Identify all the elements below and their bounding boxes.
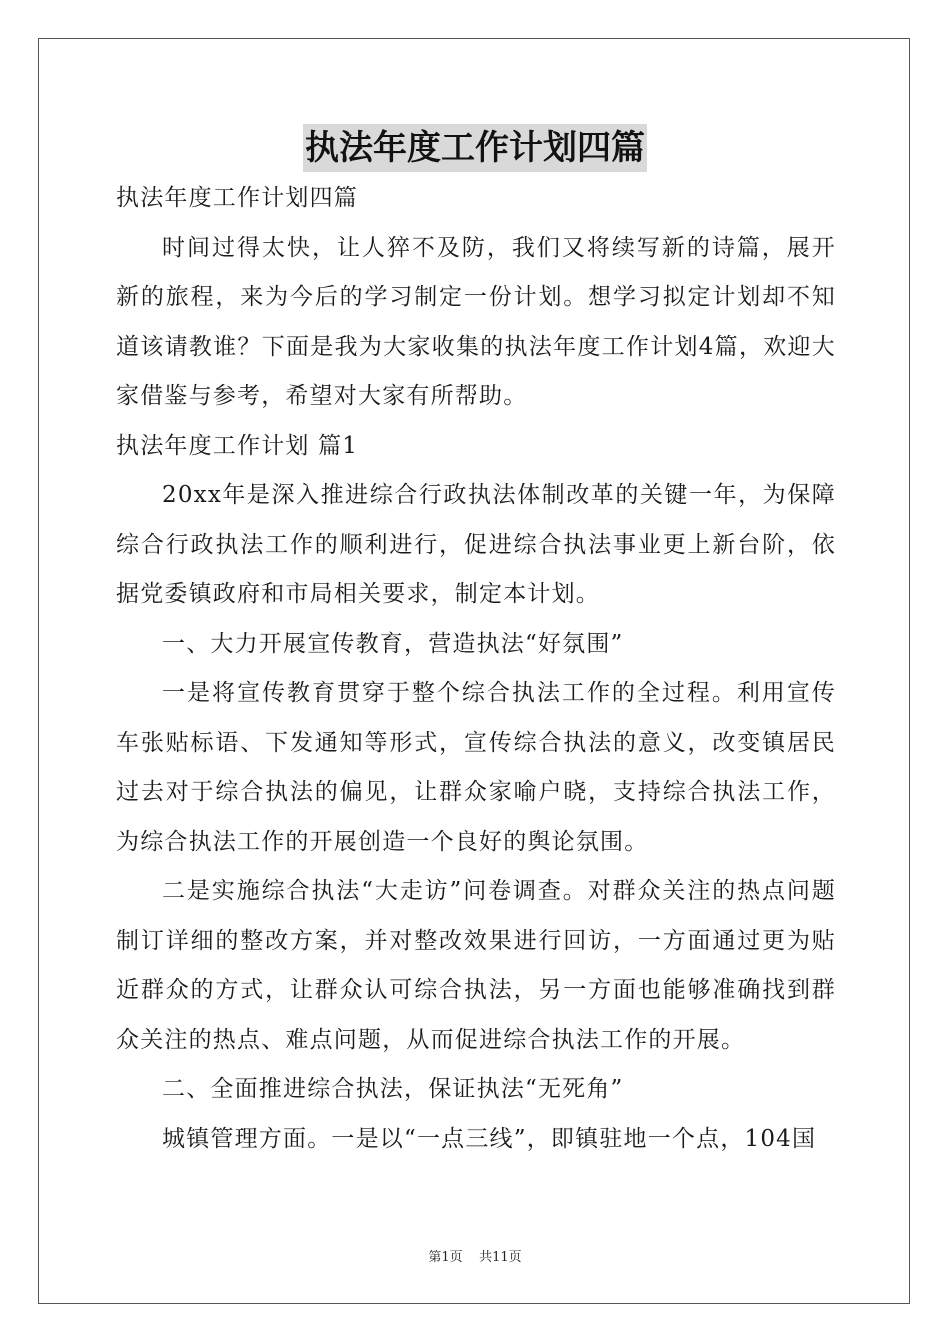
paragraph-5: 一是将宣传教育贯穿于整个综合执法工作的全过程。利用宣传车张贴标语、下发通知等形式，宣传综合执法的意义，改变镇居民过去对于综合执法的偏见，让群众家喻户晓，支持综合执法工作，为综合执法工作的开展创造一个良好的舆论氛围。 xyxy=(116,680,836,855)
paragraph-1: 时间过得太快，让人猝不及防，我们又将续写新的诗篇，展开新的旅程，来为今后的学习制定一份计划。想学习拟定计划却不知道该请教谁？下面是我为大家收集的执法年度工作计划4篇，欢迎大家借鉴与参考，希望对大家有所帮助。 xyxy=(116,234,836,409)
paragraph-2: 执法年度工作计划 篇1 xyxy=(116,432,359,459)
page-footer xyxy=(0,1246,950,1265)
title-container xyxy=(0,124,950,172)
document-body xyxy=(116,174,836,1164)
paragraph-6: 二是实施综合执法“大走访”问卷调查。对群众关注的热点问题制订详细的整改方案，并对整改效果进行回访，一方面通过更为贴近群众的方式，让群众认可综合执法，另一方面也能够准确找到群众关注的热点、难点问题，从而促进综合执法工作的开展。 xyxy=(116,878,836,1053)
paragraph-4: 一、大力开展宣传教育，营造执法“好氛围” xyxy=(162,630,624,657)
paragraph-0: 执法年度工作计划四篇 xyxy=(116,185,358,211)
paragraph-8: 城镇管理方面。一是以“一点三线”，即镇驻地一个点，104国 xyxy=(162,1125,817,1152)
paragraph-3: 20xx年是深入推进综合行政执法体制改革的关键一年，为保障综合行政执法工作的顺利进行，促进综合执法事业更上新台阶，依据党委镇政府和市局相关要求，制定本计划。 xyxy=(116,482,836,607)
page-number: 第1页 共11页 xyxy=(428,1250,522,1265)
document-title: 执法年度工作计划四篇 xyxy=(303,124,647,172)
paragraph-7: 二、全面推进综合执法，保证执法“无死角” xyxy=(162,1076,624,1102)
